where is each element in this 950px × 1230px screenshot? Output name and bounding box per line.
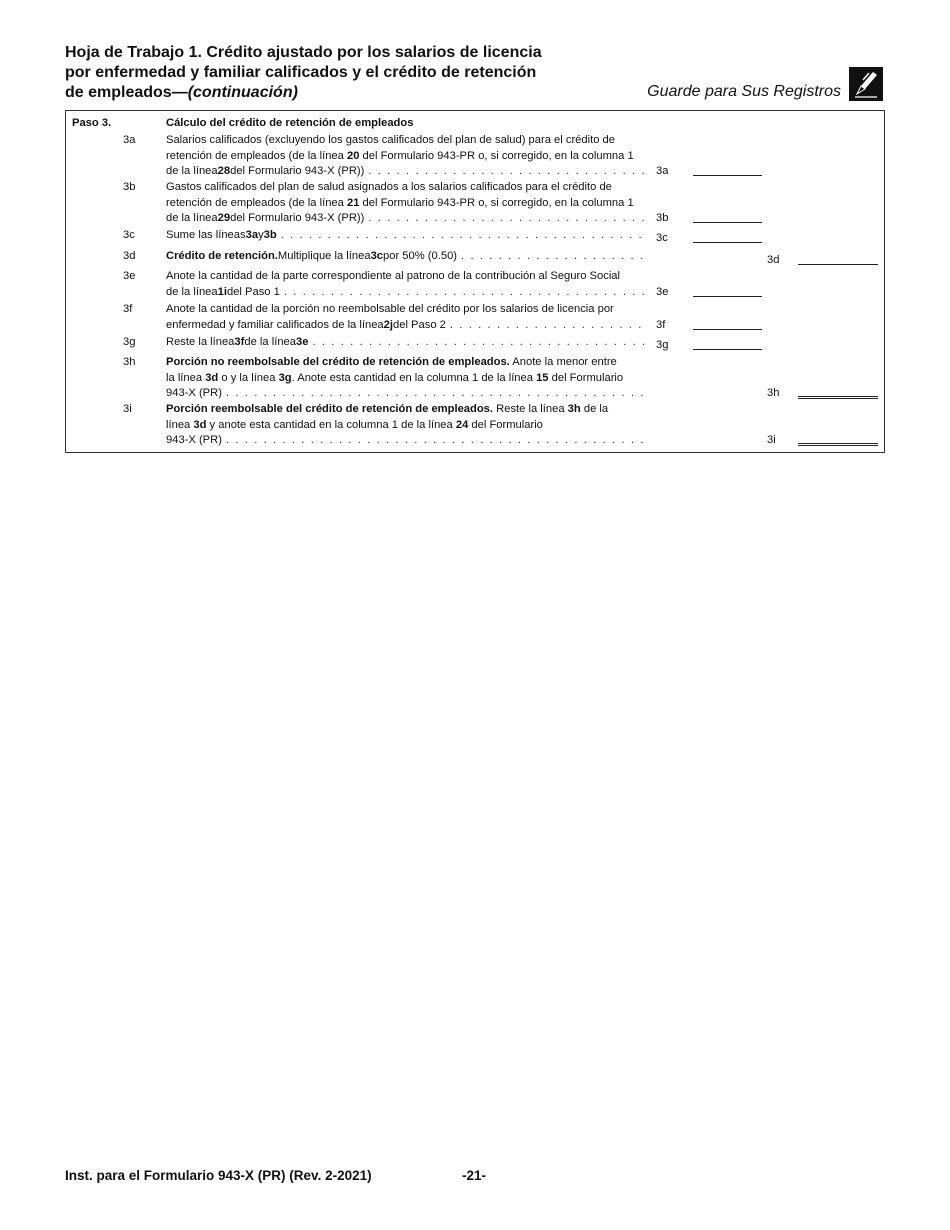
- amount-field-3g[interactable]: [693, 349, 762, 350]
- line-number: 3i: [123, 403, 132, 415]
- leader-dots: [457, 249, 646, 265]
- line-number: 3h: [123, 356, 136, 368]
- amount-field-3d[interactable]: [798, 264, 878, 265]
- line-number: 3f: [123, 303, 133, 315]
- amount-field-3e[interactable]: [693, 296, 762, 297]
- line-box-label: 3c: [656, 232, 668, 244]
- leader-dots: [222, 433, 646, 449]
- line-3h: [66, 355, 884, 401]
- footer-form-title: Inst. para el Formulario 943-X (PR) (Rev. 2-2021): [65, 1168, 372, 1183]
- line-text: Reste la línea 3f de la línea 3e . . .: [166, 335, 646, 351]
- line-box-label: 3b: [656, 212, 669, 224]
- leader-dots: [222, 386, 646, 402]
- line-text: Porción reembolsable del crédito de retención de empleados. Reste la línea 3h de la línea 3d y anote esta cantidad en la columna 1 de la línea 24 del Formulario 943-X (PR) . . .: [166, 402, 646, 449]
- page-title: Hoja de Trabajo 1. Crédito ajustado por los salarios de licencia por enfermedad y familiar calificados y el crédito de retención de empleados—(continuación): [65, 44, 542, 101]
- line-number: 3c: [123, 229, 135, 241]
- worksheet-header: [65, 43, 885, 105]
- line-3i: [66, 402, 884, 448]
- line-box-label: 3f: [656, 319, 666, 331]
- line-text: Sume las líneas 3a y 3b . . .: [166, 228, 646, 244]
- line-text: Crédito de retención. Multiplique la línea 3c por 50% (0.50) . . .: [166, 249, 646, 265]
- line-box-label: 3h: [767, 387, 780, 399]
- line-box-label: 3a: [656, 165, 669, 177]
- line-text: Anote la cantidad de la porción no reembolsable del crédito por los salarios de licencia por enfermedad y familiar calificados de la línea 2j del Paso 2 . . .: [166, 302, 646, 333]
- line-box-label: 3e: [656, 286, 669, 298]
- leader-dots: [308, 335, 646, 351]
- line-number: 3g: [123, 336, 136, 348]
- keep-records-note: Guarde para Sus Registros: [647, 83, 841, 100]
- line-text: Gastos calificados del plan de salud asignados a los salarios calificados para el crédito de retención de empleados (de la línea 21 del Formulario 943-PR o, si corregido, en la columna 1 de la línea 29 del Formulario 943-X (PR)) . . .: [166, 180, 646, 227]
- leader-dots: [280, 285, 646, 301]
- line-text: Anote la cantidad de la parte correspondiente al patrono de la contribución al Seguro Social de la línea 1i del Paso 1 . . .: [166, 269, 646, 300]
- leader-dots: [277, 228, 646, 244]
- step-title: Cálculo del crédito de retención de empleados: [166, 117, 414, 129]
- leader-dots: [364, 164, 646, 180]
- line-3c: [66, 228, 884, 248]
- amount-field-3f[interactable]: [693, 329, 762, 330]
- page-number: -21-: [462, 1168, 487, 1183]
- line-box-label: 3d: [767, 254, 780, 266]
- leader-dots: [446, 318, 646, 334]
- line-3e: [66, 269, 884, 301]
- line-number: 3d: [123, 250, 136, 262]
- line-number: 3b: [123, 181, 136, 193]
- amount-field-3b[interactable]: [693, 222, 762, 223]
- line-3b: [66, 180, 884, 226]
- line-box-label: 3i: [767, 434, 776, 446]
- line-number: 3e: [123, 270, 136, 282]
- amount-field-3h[interactable]: [798, 396, 878, 399]
- leader-dots: [364, 211, 646, 227]
- amount-field-3c[interactable]: [693, 242, 762, 243]
- amount-field-3a[interactable]: [693, 175, 762, 176]
- pencil-icon: [849, 67, 883, 101]
- line-3f: [66, 302, 884, 334]
- line-text: Porción no reembolsable del crédito de retención de empleados. Anote la menor entre la línea 3d o y la línea 3g. Anote esta cantidad en la columna 1 de la línea 15 del Formulario 943-X (PR) . . .: [166, 355, 646, 402]
- step-label: Paso 3.: [72, 117, 112, 129]
- worksheet-box: [65, 110, 885, 453]
- line-3a: [66, 133, 884, 179]
- line-box-label: 3g: [656, 339, 669, 351]
- amount-field-3i[interactable]: [798, 443, 878, 446]
- line-number: 3a: [123, 134, 136, 146]
- line-text: Salarios calificados (excluyendo los gastos calificados del plan de salud) para el crédito de retención de empleados (de la línea 20 del Formulario 943-PR o, si corregido, en la columna 1 de la línea 28 del Formulario 943-X (PR)) . . .: [166, 133, 646, 180]
- line-3d: [66, 249, 884, 271]
- line-3g: [66, 335, 884, 355]
